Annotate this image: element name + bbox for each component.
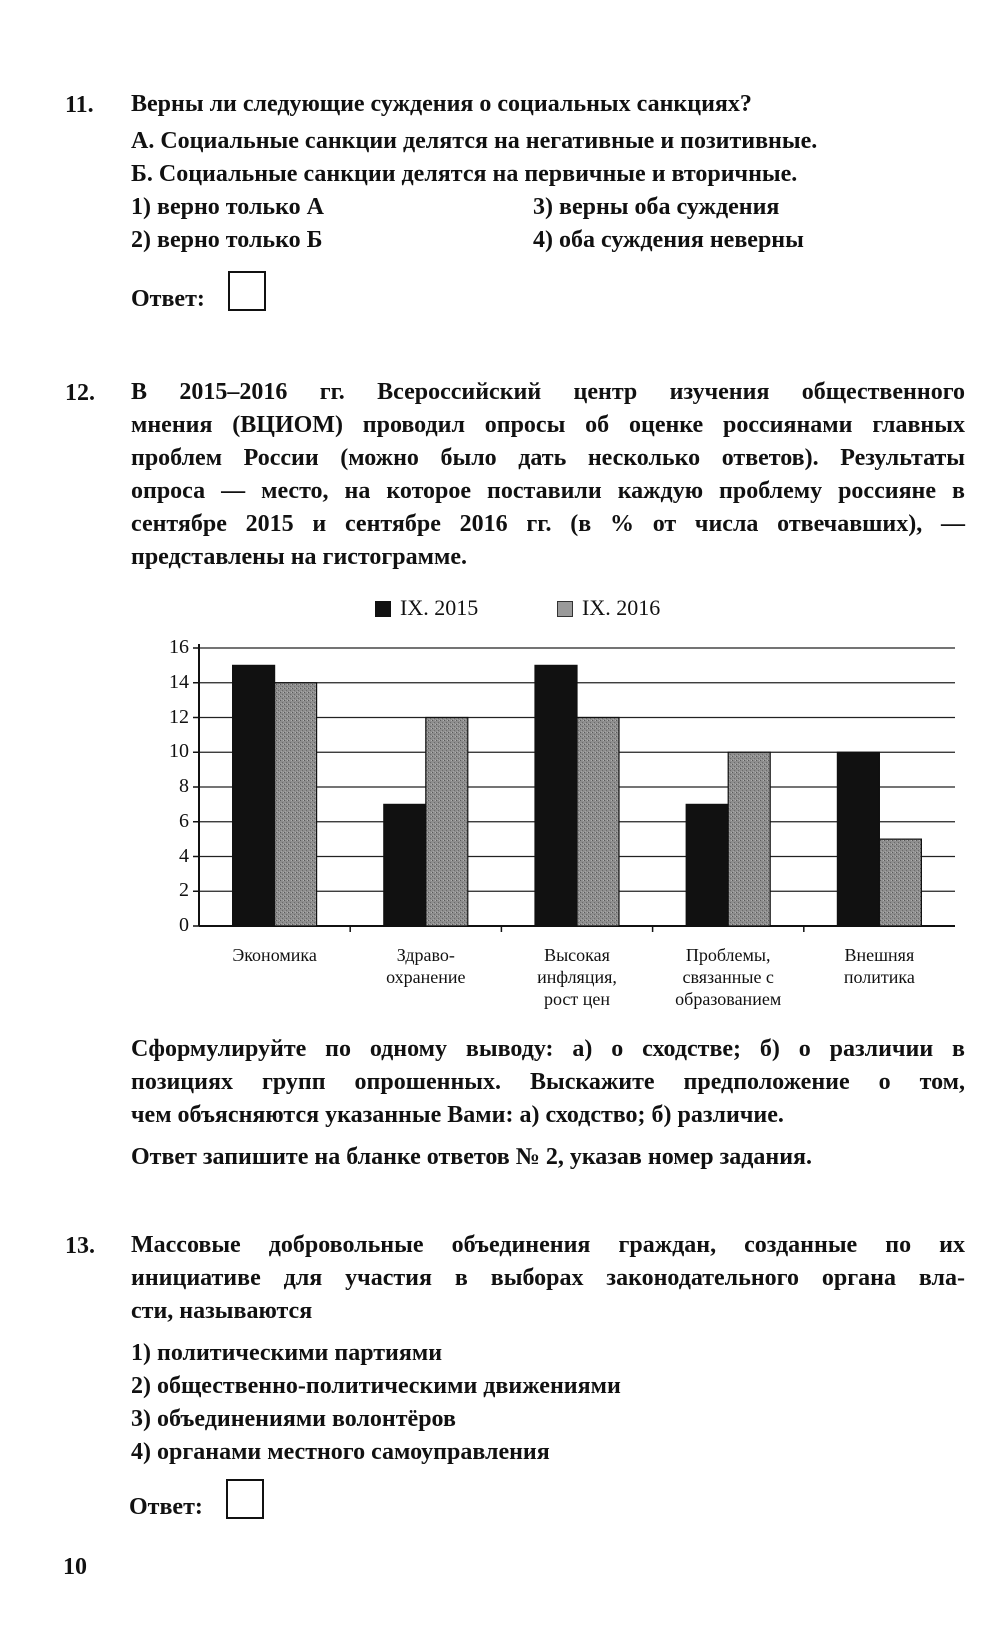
y-tick-label: 14 [169, 670, 189, 693]
bar-2016 [879, 839, 921, 926]
legend-label-2016: IX. 2016 [582, 595, 661, 620]
q12-intro-line-5: сентябре 2015 и сентябре 2016 гг. (в % от числа отвечавших), — [131, 511, 965, 537]
q11-option-4[interactable]: 4) оба суждения неверны [533, 227, 804, 253]
bar-2016 [275, 683, 317, 926]
bar-2015 [837, 752, 879, 926]
q13-question-line-1: Массовые добровольные объединения граждан, созданные по их [131, 1232, 965, 1258]
q12-intro-last: представлены на гистограмме. [131, 544, 467, 570]
q13-option-3[interactable]: 3) объединениями волонтёров [131, 1406, 456, 1432]
q11-statement-b: Б. Социальные санкции делятся на первичные и вторичные. [131, 161, 798, 187]
y-tick-label: 16 [169, 636, 189, 658]
q13-option-1[interactable]: 1) политическими партиями [131, 1340, 443, 1366]
x-tick-label: Здраво- охранение [386, 945, 466, 987]
legend-label-2015: IX. 2015 [400, 595, 479, 620]
y-tick-label: 6 [179, 809, 189, 832]
bar-2015 [686, 804, 728, 926]
q11-answer-label: Ответ: [131, 286, 205, 312]
bar-2015 [535, 665, 577, 926]
q12-task-line-2: позициях групп опрошенных. Выскажите предположение о том, [131, 1069, 965, 1095]
y-tick-label: 12 [169, 705, 189, 728]
q11-question: Верны ли следующие суждения о социальных санкциях? [131, 91, 752, 117]
x-tick-label: Экономика [232, 945, 317, 965]
q11-option-1[interactable]: 1) верно только А [131, 194, 324, 220]
q13-question-line-2: инициативе для участия в выборах законодательного органа вла- [131, 1265, 965, 1291]
q13-answer-box[interactable] [226, 1479, 264, 1519]
y-tick-label: 4 [179, 844, 189, 867]
q12-intro-line-4: опроса — место, на которое поставили каждую проблему россияне в [131, 478, 965, 504]
q13-answer-label: Ответ: [129, 1494, 203, 1520]
q12-intro-line-2: мнения (ВЦИОМ) проводил опросы об оценке россиянами главных [131, 412, 965, 438]
bar-2015 [384, 804, 426, 926]
q11-option-2[interactable]: 2) верно только Б [131, 227, 323, 253]
y-tick-label: 8 [179, 775, 189, 797]
x-tick-label: Высокая инфляция, рост цен [537, 945, 617, 1009]
q12-number: 12. [65, 380, 95, 406]
q12-intro-line-1: В 2015–2016 гг. Всероссийский центр изучения общественного [131, 379, 965, 405]
y-tick-label: 2 [179, 879, 189, 902]
q12-task-last: чем объясняются указанные Вами: а) сходство; б) различие. [131, 1102, 784, 1128]
q11-number: 11. [65, 92, 94, 118]
q13-question-last: сти, называются [131, 1298, 313, 1324]
q12-answer-instruction: Ответ запишите на бланке ответов № 2, указав номер задания. [131, 1144, 813, 1170]
y-tick-label: 10 [169, 740, 189, 763]
q11-option-3[interactable]: 3) верны оба суждения [533, 194, 780, 220]
q13-option-4[interactable]: 4) органами местного самоуправления [131, 1439, 550, 1465]
page-number: 10 [63, 1554, 87, 1580]
x-tick-label: Проблемы, связанные с образованием [675, 945, 782, 1009]
q12-intro-line-3: проблем России (можно было дать несколько ответов). Результаты [131, 445, 965, 471]
q13-option-2[interactable]: 2) общественно-политическими движениями [131, 1373, 621, 1399]
bar-2016 [728, 752, 770, 926]
bar-2015 [233, 665, 275, 926]
bar-2016 [577, 718, 619, 927]
q11-statement-a: А. Социальные санкции делятся на негативные и позитивные. [131, 128, 818, 154]
x-tick-label: Внешняя политика [843, 945, 915, 987]
q13-number: 13. [65, 1233, 95, 1259]
q12-task-line-1: Сформулируйте по одному выводу: а) о сходстве; б) о различии в [131, 1036, 965, 1062]
bar-2016 [426, 718, 468, 927]
y-tick-label: 0 [179, 914, 189, 936]
